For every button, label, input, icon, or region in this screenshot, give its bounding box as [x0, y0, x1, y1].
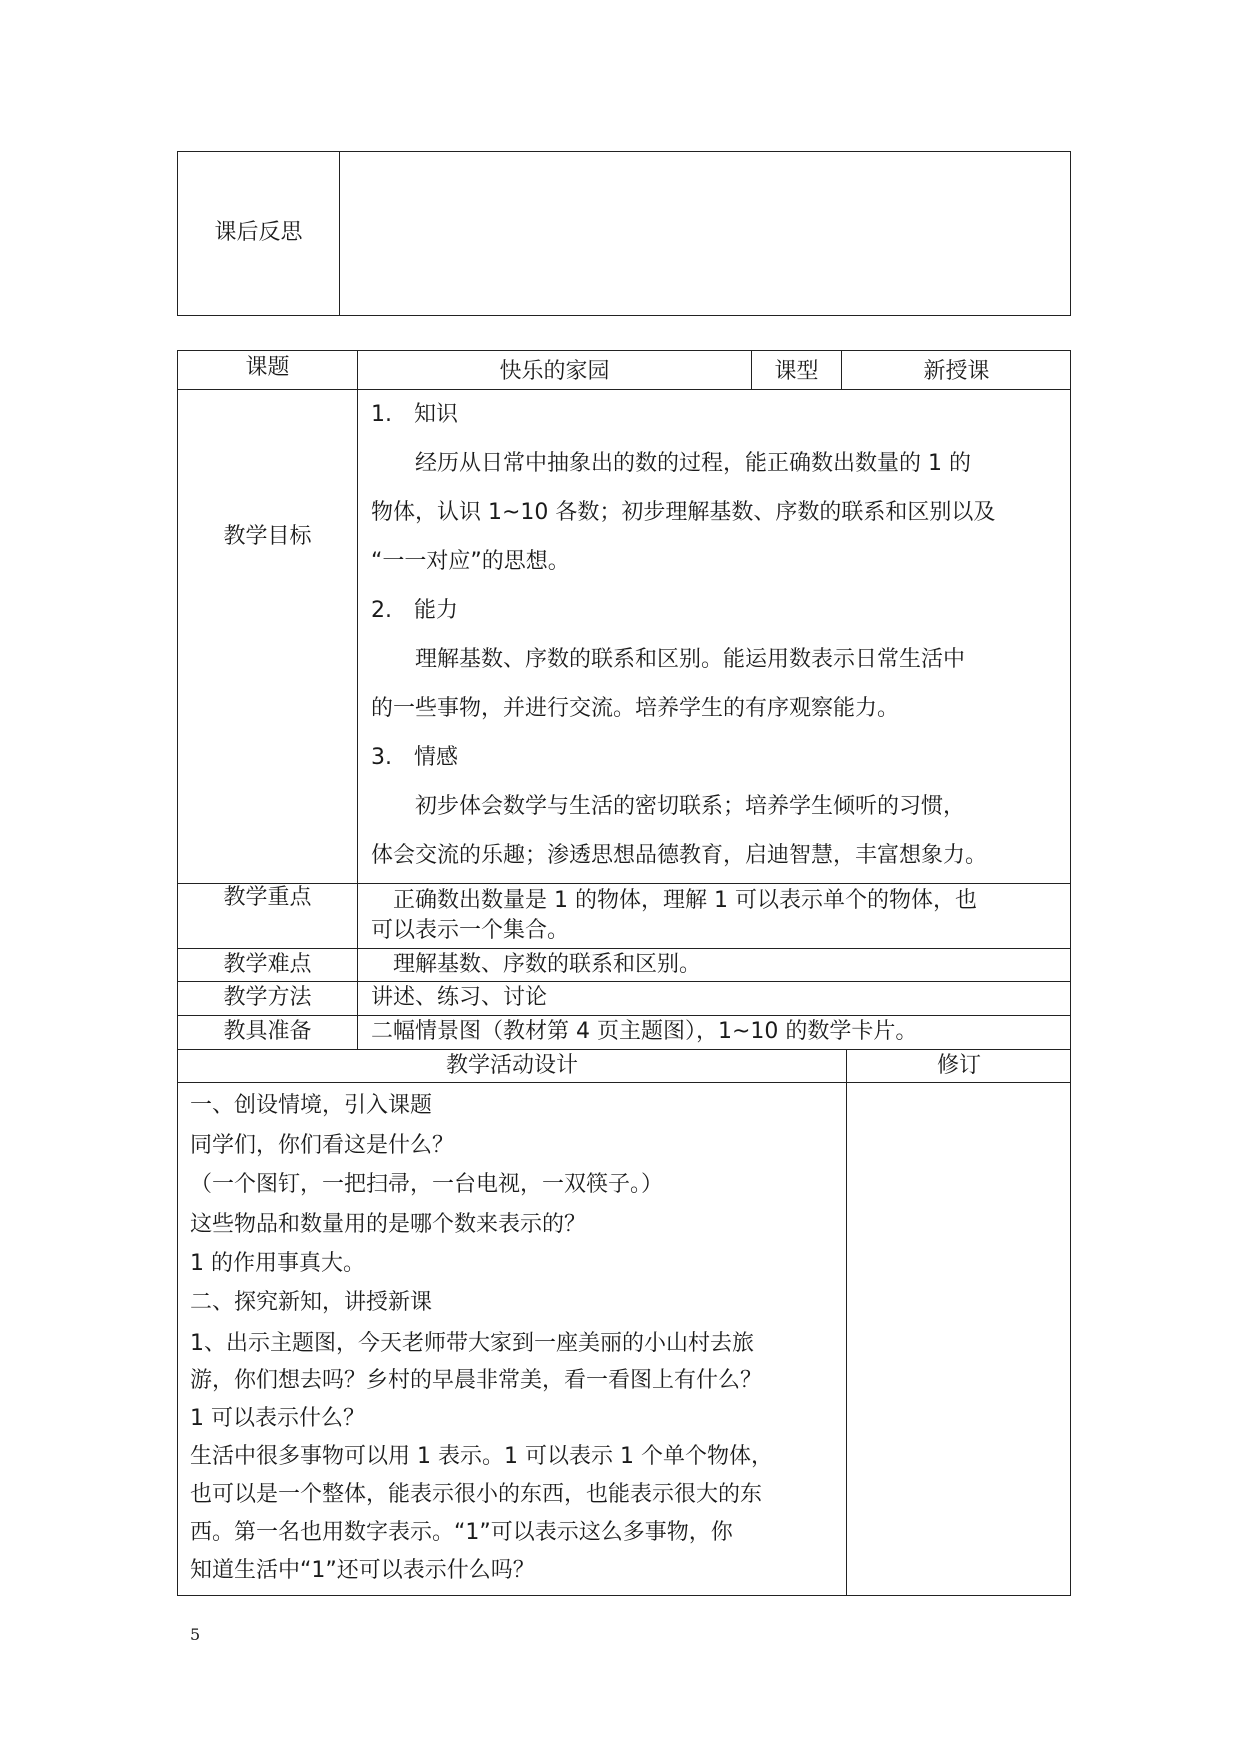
topic-value: 快乐的家园: [499, 359, 610, 384]
activity-header: 教学活动设计: [445, 1053, 578, 1078]
type-label: 课型: [774, 359, 819, 384]
activity-line: 1、出示主题图，今天老师带大家到一座美丽的小山村去旅: [190, 1331, 754, 1356]
revision-column[interactable]: [848, 1084, 1069, 1594]
activity-line: 1 可以表示什么？: [190, 1406, 365, 1431]
objective-line: “一一对应”的思想。: [371, 549, 570, 574]
row-divider-keypoints: [177, 948, 1071, 949]
activity-line: 也可以是一个整体，能表示很小的东西，也能表示很大的东: [190, 1482, 763, 1507]
row-divider-methods: [177, 1015, 1071, 1016]
activity-line: 生活中很多事物可以用 1 表示。1 可以表示 1 个单个物体，: [190, 1444, 773, 1469]
methods-label: 教学方法: [223, 985, 312, 1010]
methods-value: 讲述、练习、讨论: [371, 985, 548, 1010]
topic-label: 课题: [245, 355, 290, 380]
activity-line: 一、创设情境，引入课题: [190, 1093, 433, 1118]
row-divider-header: [177, 389, 1071, 390]
key-points-label: 教学重点: [223, 885, 312, 910]
key-points-line: 可以表示一个集合。: [371, 918, 570, 943]
row-divider-materials: [177, 1049, 1071, 1050]
page-number: 5: [190, 1625, 201, 1644]
activity-line: 游，你们想去吗？乡村的早晨非常美，看一看图上有什么？: [190, 1368, 763, 1393]
row-divider-difficulties: [177, 981, 1071, 982]
materials-value: 二幅情景图（教材第 4 页主题图），1~10 的数学卡片。: [371, 1019, 918, 1044]
key-points-line: 正确数出数量是 1 的物体，理解 1 可以表示单个的物体，也: [371, 888, 977, 913]
revision-column-divider: [846, 1049, 847, 1596]
activity-line: 二、探究新知，讲授新课: [190, 1290, 433, 1315]
row-divider-objectives: [177, 883, 1071, 884]
label-column-divider: [357, 389, 358, 1049]
row-divider-activity-header: [177, 1082, 1071, 1083]
objective-line: 理解基数、序数的联系和区别。能运用数表示日常生活中: [371, 647, 966, 672]
objective-line: 2. 能力: [371, 598, 458, 623]
objective-line: 体会交流的乐趣；渗透思想品德教育，启迪智慧，丰富想象力。: [371, 843, 988, 868]
activity-line: （一个图钉，一把扫帚，一台电视，一双筷子。）: [190, 1172, 664, 1197]
difficulties-value: 理解基数、序数的联系和区别。: [371, 952, 702, 977]
activity-line: 这些物品和数量用的是哪个数来表示的？: [190, 1212, 587, 1237]
objectives-label: 教学目标: [223, 524, 312, 549]
objective-line: 的一些事物，并进行交流。培养学生的有序观察能力。: [371, 696, 900, 721]
materials-label: 教具准备: [223, 1019, 312, 1044]
objective-line: 初步体会数学与生活的密切联系；培养学生倾听的习惯，: [371, 794, 966, 819]
activity-line: 1 的作用事真大。: [190, 1251, 365, 1276]
objective-line: 3. 情感: [371, 745, 458, 770]
objective-line: 经历从日常中抽象出的数的过程，能正确数出数量的 1 的: [371, 451, 971, 476]
activity-line: 知道生活中“1”还可以表示什么吗？: [190, 1558, 535, 1583]
revision-header: 修订: [936, 1053, 981, 1078]
activity-line: 同学们，你们看这是什么？: [190, 1133, 455, 1158]
difficulties-label: 教学难点: [223, 952, 312, 977]
reflection-label: 课后反思: [214, 220, 303, 245]
activity-line: 西。第一名也用数字表示。“1”可以表示这么多事物，你: [190, 1520, 733, 1545]
reflection-divider: [339, 151, 340, 316]
objective-line: 1. 知识: [371, 402, 458, 427]
type-value: 新授课: [923, 359, 990, 384]
objective-line: 物体，认识 1~10 各数；初步理解基数、序数的联系和区别以及: [371, 500, 996, 525]
